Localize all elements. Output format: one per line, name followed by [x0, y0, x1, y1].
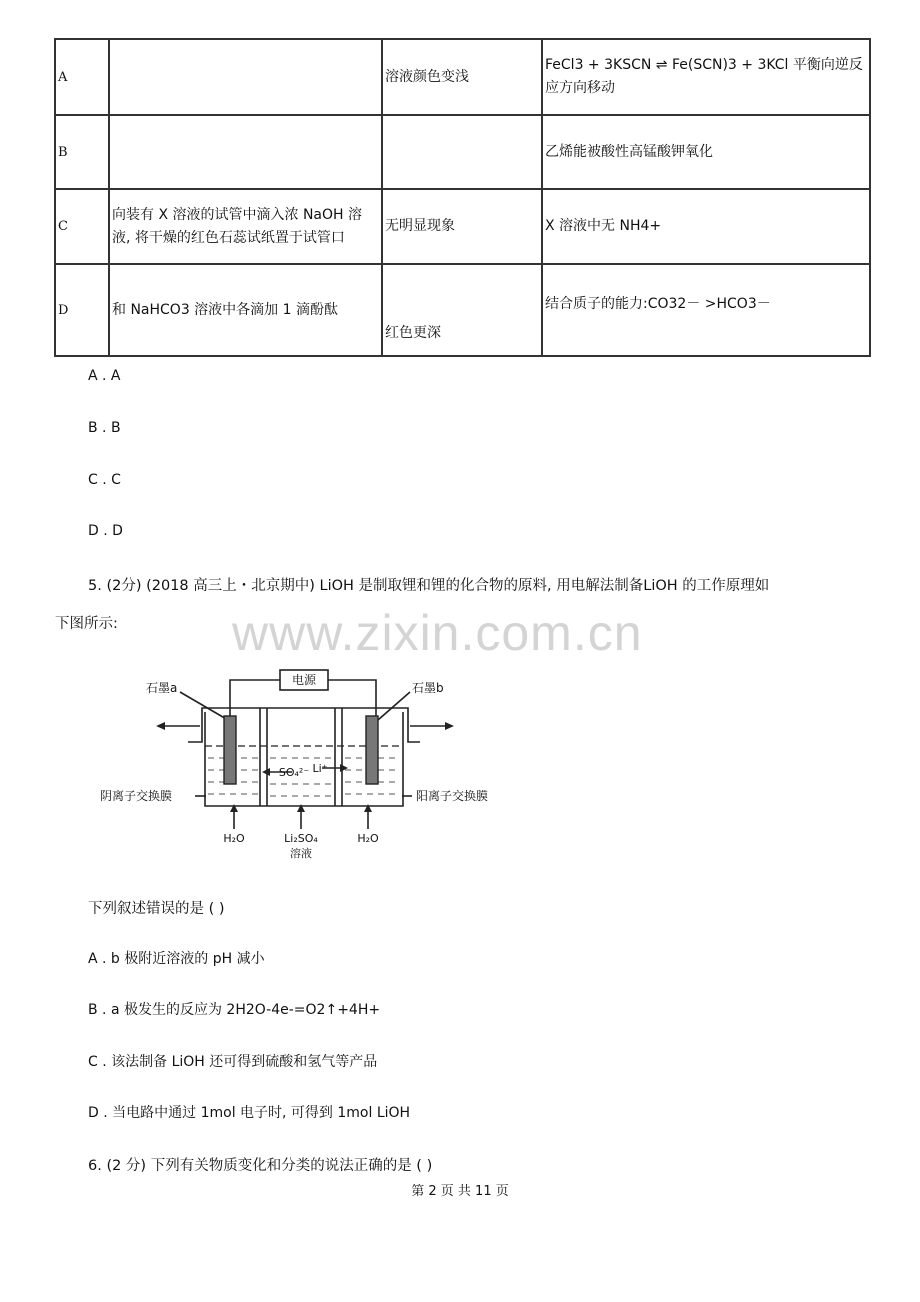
q5-question: 下列叙述错误的是 ( ) [88, 901, 225, 917]
q4-option-d[interactable]: D . D [88, 523, 123, 539]
experiment-table [54, 38, 871, 357]
q5-option-d[interactable]: D . 当电路中通过 1mol 电子时, 可得到 1mol LiOH [88, 1105, 411, 1121]
q5-option-a[interactable]: A . b 极附近溶液的 pH 减小 [88, 951, 265, 967]
graphite-electrode-b [366, 716, 378, 784]
graphite-electrode-a [224, 716, 236, 784]
q5-option-b[interactable]: B . a 极发生的反应为 2H2O-4e-=O2↑+4H+ [88, 1002, 381, 1018]
phenomenon-cell: 红色更深 [382, 264, 542, 356]
electrode-a-label: 石墨a [146, 681, 178, 695]
page-footer: 第 2 页 共 11 页 [411, 1184, 509, 1199]
q5-stem-line2: 下图所示: [55, 616, 118, 632]
lithium-ion-label: Li⁺ [312, 762, 328, 775]
cation-membrane-label: 阳离子交换膜 [416, 789, 489, 803]
conclusion-cell: FeCl3 + 3KSCN ⇌ Fe(SCN)3 + 3KCl 平衡向逆反应方向移动 [542, 39, 870, 115]
q4-option-b[interactable]: B . B [88, 420, 121, 436]
watermark: www.zixin.com.cn [232, 605, 643, 661]
conclusion-cell: 结合质子的能力:CO32－ >HCO3－ [542, 264, 870, 356]
phenomenon-cell: 溶液颜色变浅 [382, 39, 542, 115]
q4-option-c[interactable]: C . C [88, 472, 121, 488]
water-inlet-left: H₂O [223, 832, 245, 845]
table-row [55, 115, 870, 189]
sulfate-ion-label: SO₄²⁻ [278, 766, 310, 779]
row-label: B [55, 115, 109, 189]
q5-option-c[interactable]: C . 该法制备 LiOH 还可得到硫酸和氢气等产品 [88, 1054, 378, 1070]
phenomenon-cell [382, 115, 542, 189]
li2so4-inlet: Li₂SO₄ [284, 832, 318, 845]
water-inlet-right: H₂O [357, 832, 379, 845]
solution-label: 溶液 [290, 847, 312, 860]
conclusion-cell: X 溶液中无 NH4+ [542, 189, 870, 264]
table-row [55, 264, 870, 356]
operation-cell [109, 39, 382, 115]
operation-cell [109, 115, 382, 189]
power-label: 电源 [291, 673, 317, 687]
electrolysis-diagram [100, 664, 520, 864]
q4-option-a[interactable]: A . A [88, 368, 121, 384]
q6-stem: 6. (2 分) 下列有关物质变化和分类的说法正确的是 ( ) [88, 1158, 433, 1174]
conclusion-cell: 乙烯能被酸性高锰酸钾氧化 [542, 115, 870, 189]
q5-stem-line1: 5. (2分) (2018 高三上・北京期中) LiOH 是制取锂和锂的化合物的原料, 用电解法制备LiOH 的工作原理如 [88, 578, 770, 594]
table-row [55, 189, 870, 264]
electrode-b-label: 石墨b [412, 681, 444, 695]
table-row [55, 39, 870, 115]
anion-membrane-label: 阴离子交换膜 [100, 789, 173, 803]
row-label: A [55, 39, 109, 115]
operation-cell: 向装有 X 溶液的试管中滴入浓 NaOH 溶液, 将干燥的红色石蕊试纸置于试管口 [109, 189, 382, 264]
phenomenon-cell: 无明显现象 [382, 189, 542, 264]
row-label: D [55, 264, 109, 356]
operation-cell: 和 NaHCO3 溶液中各滴加 1 滴酚酞 [109, 264, 382, 356]
row-label: C [55, 189, 109, 264]
